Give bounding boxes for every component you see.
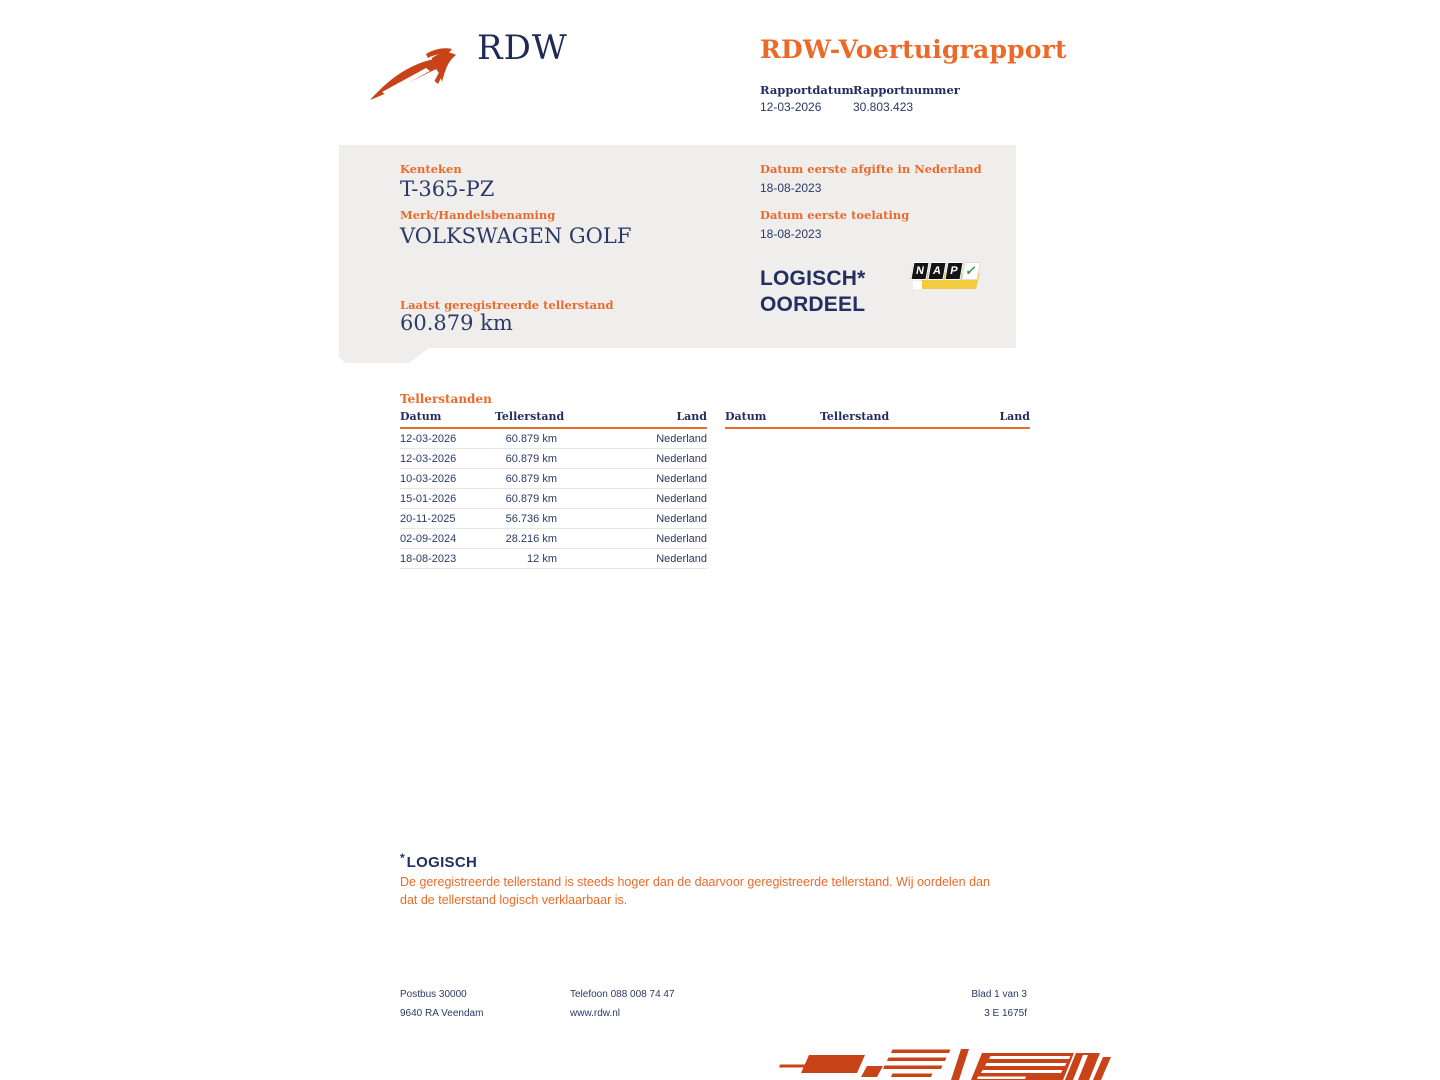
table-header-row	[725, 410, 1030, 429]
cell-land: Nederland	[656, 513, 707, 525]
col-header-land: Land	[676, 410, 707, 423]
tellerstanden-table-right	[725, 410, 1030, 429]
col-header-datum: Datum	[400, 410, 442, 423]
cell-datum: 18-08-2023	[400, 553, 457, 565]
cell-tellerstand: 60.879 km	[505, 493, 557, 505]
afgifte-value: 18-08-2023	[760, 181, 822, 195]
nap-checkmark-icon: ✓	[961, 262, 980, 280]
cell-land: Nederland	[656, 453, 707, 465]
table-row	[400, 449, 707, 469]
col-header-datum: Datum	[725, 410, 767, 423]
page-title: RDW-Voertuigrapport	[760, 35, 1067, 64]
table-row	[400, 489, 707, 509]
col-header-tellerstand: Tellerstand	[820, 410, 890, 423]
report-number-label: Rapportnummer	[853, 83, 960, 97]
table-row	[400, 529, 707, 549]
cell-land: Nederland	[656, 533, 707, 545]
cell-tellerstand: 60.879 km	[505, 453, 557, 465]
footer-doc-code: 3 E 1675f	[984, 1008, 1027, 1019]
oordeel-line1: LOGISCH*	[760, 267, 866, 290]
nap-logo-icon	[912, 262, 984, 292]
nap-letter-p: P	[944, 262, 963, 280]
cell-land: Nederland	[656, 433, 707, 445]
oordeel-line2: OORDEEL	[760, 293, 866, 316]
cell-datum: 15-01-2026	[400, 493, 457, 505]
footer-page-number: Blad 1 van 3	[971, 989, 1027, 1000]
cell-datum: 02-09-2024	[400, 533, 457, 545]
toelating-value: 18-08-2023	[760, 227, 822, 241]
cell-tellerstand: 28.216 km	[505, 533, 557, 545]
footnote-body: De geregistreerde tellerstand is steeds hoger dan de daarvoor geregistreerde tellerstand. Wij oordelen dan dat de tellerstand logisch verklaarbaar is.	[400, 875, 990, 907]
nap-letter-n: N	[910, 262, 929, 280]
tellerstanden-table-left	[400, 410, 707, 569]
vehicle-summary-box	[339, 145, 1016, 348]
nap-letter-tiles	[912, 262, 979, 280]
footer-phone: Telefoon 088 008 74 47	[570, 989, 675, 1000]
col-header-tellerstand: Tellerstand	[495, 410, 565, 423]
cell-land: Nederland	[656, 473, 707, 485]
tellerstanden-section-title: Tellerstanden	[400, 392, 492, 406]
cell-datum: 10-03-2026	[400, 473, 457, 485]
toelating-label: Datum eerste toelating	[760, 208, 910, 222]
summary-box-corner-tab	[339, 348, 429, 363]
tellerstand-value: 60.879 km	[400, 311, 513, 335]
oordeel-verdict	[760, 266, 865, 318]
rdw-logo-text: RDW	[477, 28, 568, 68]
table-row	[400, 549, 707, 569]
col-header-land: Land	[999, 410, 1030, 423]
cell-tellerstand: 12 km	[527, 553, 557, 565]
footer-website: www.rdw.nl	[570, 1008, 621, 1019]
nap-letter-a: A	[927, 262, 946, 280]
cell-datum: 12-03-2026	[400, 433, 457, 445]
nap-white-notch	[913, 281, 922, 289]
cell-tellerstand: 60.879 km	[505, 433, 557, 445]
report-number-value: 30.803.423	[853, 100, 914, 114]
afgifte-label: Datum eerste afgifte in Nederland	[760, 162, 982, 176]
cell-tellerstand: 60.879 km	[505, 473, 557, 485]
cell-land: Nederland	[656, 553, 707, 565]
table-row	[400, 509, 707, 529]
kenteken-value: T-365-PZ	[400, 177, 495, 201]
footnote-asterisk: *	[400, 851, 405, 865]
rdw-wing-graphic	[773, 1047, 1118, 1080]
cell-datum: 12-03-2026	[400, 453, 457, 465]
table-header-row	[400, 410, 707, 429]
kenteken-label: Kenteken	[400, 162, 462, 176]
table-row	[400, 429, 707, 449]
table-row	[400, 469, 707, 489]
cell-datum: 20-11-2025	[400, 513, 456, 525]
footnote-heading	[400, 851, 477, 872]
report-date-value: 12-03-2026	[760, 100, 822, 114]
footer-address-line1: Postbus 30000	[400, 989, 467, 1000]
footer-address-line2: 9640 RA Veendam	[400, 1008, 484, 1019]
footnote-title: LOGISCH	[406, 854, 478, 871]
report-date-label: Rapportdatum	[760, 83, 854, 97]
rdw-logo-wing-icon	[368, 40, 468, 102]
merk-value: VOLKSWAGEN GOLF	[400, 224, 632, 248]
cell-tellerstand: 56.736 km	[505, 513, 557, 525]
merk-label: Merk/Handelsbenaming	[400, 208, 556, 222]
tellerstand-label: Laatst geregistreerde tellerstand	[400, 298, 614, 312]
cell-land: Nederland	[656, 493, 707, 505]
